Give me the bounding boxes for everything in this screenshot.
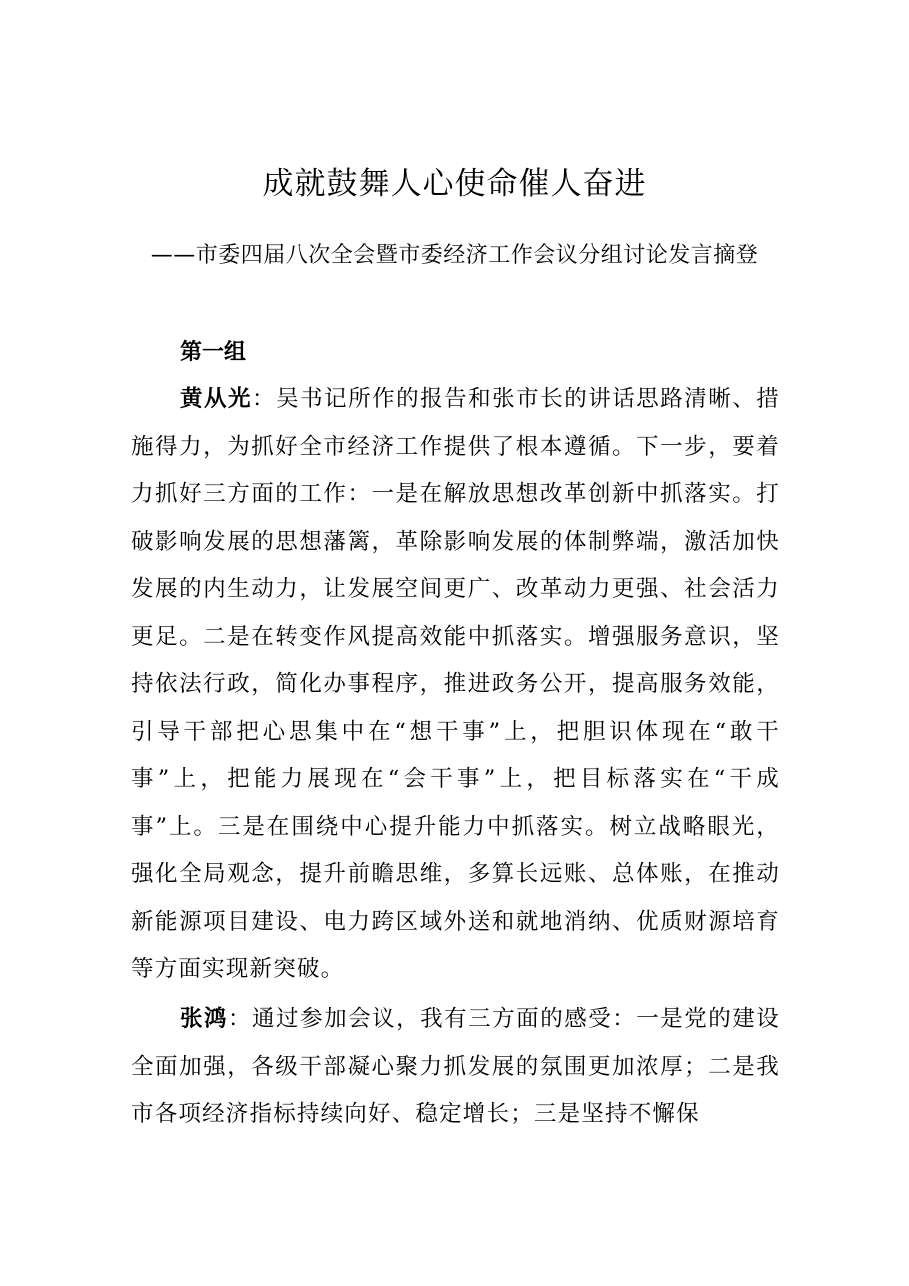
document-title: 成就鼓舞人心使命催人奋进 bbox=[262, 166, 647, 202]
speech-paragraph bbox=[131, 996, 780, 1139]
speech-text: 吴书记所作的报告和张市长的讲话思路清晰、措施得力，为抓好全市经济工作提供了根本遵循。下一步，要着力抓好三方面的工作：一是在解放思想改革创新中抓落实。打破影响发展的思想藩篱，革除影响发展的体制弊端，激活加快发展的内生动力，让发展空间更广、改革动力更强、社会活力更足。二是在转变作风提高效能中抓落实。增强服务意识，坚持依法行政，简化办事程序，推进政务公开，提高服务效能，引导干部把心思集中在“想干事”上，把胆识体现在“敢干事”上，把能力展现在“会干事”上，把目标落实在“干成事”上。三是在围绕中心提升能力中抓落实。树立战略眼光，强化全局观念，提升前瞻思维，多算长远账、总体账，在推动新能源项目建设、电力跨区域外送和就地消纳、优质财源培育等方面实现新突破。 bbox=[131, 386, 781, 982]
speech-text: 通过参加会议，我有三方面的感受：一是党的建设全面加强，各级干部凝心聚力抓发展的氛围更加浓厚；二是我市各项经济指标持续向好、稳定增长；三是坚持不懈保 bbox=[131, 1006, 780, 1127]
speaker-name: 张鸿 bbox=[180, 1006, 229, 1032]
speaker-separator: ： bbox=[252, 386, 277, 412]
speaker-name: 黄从光 bbox=[180, 386, 253, 412]
speaker-separator: ： bbox=[228, 1006, 253, 1032]
speech-paragraph bbox=[131, 376, 780, 994]
group-heading: 第一组 bbox=[180, 340, 247, 365]
document-subtitle: ——市委四届八次全会暨市委经济工作会议分组讨论发言摘登 bbox=[150, 243, 759, 268]
